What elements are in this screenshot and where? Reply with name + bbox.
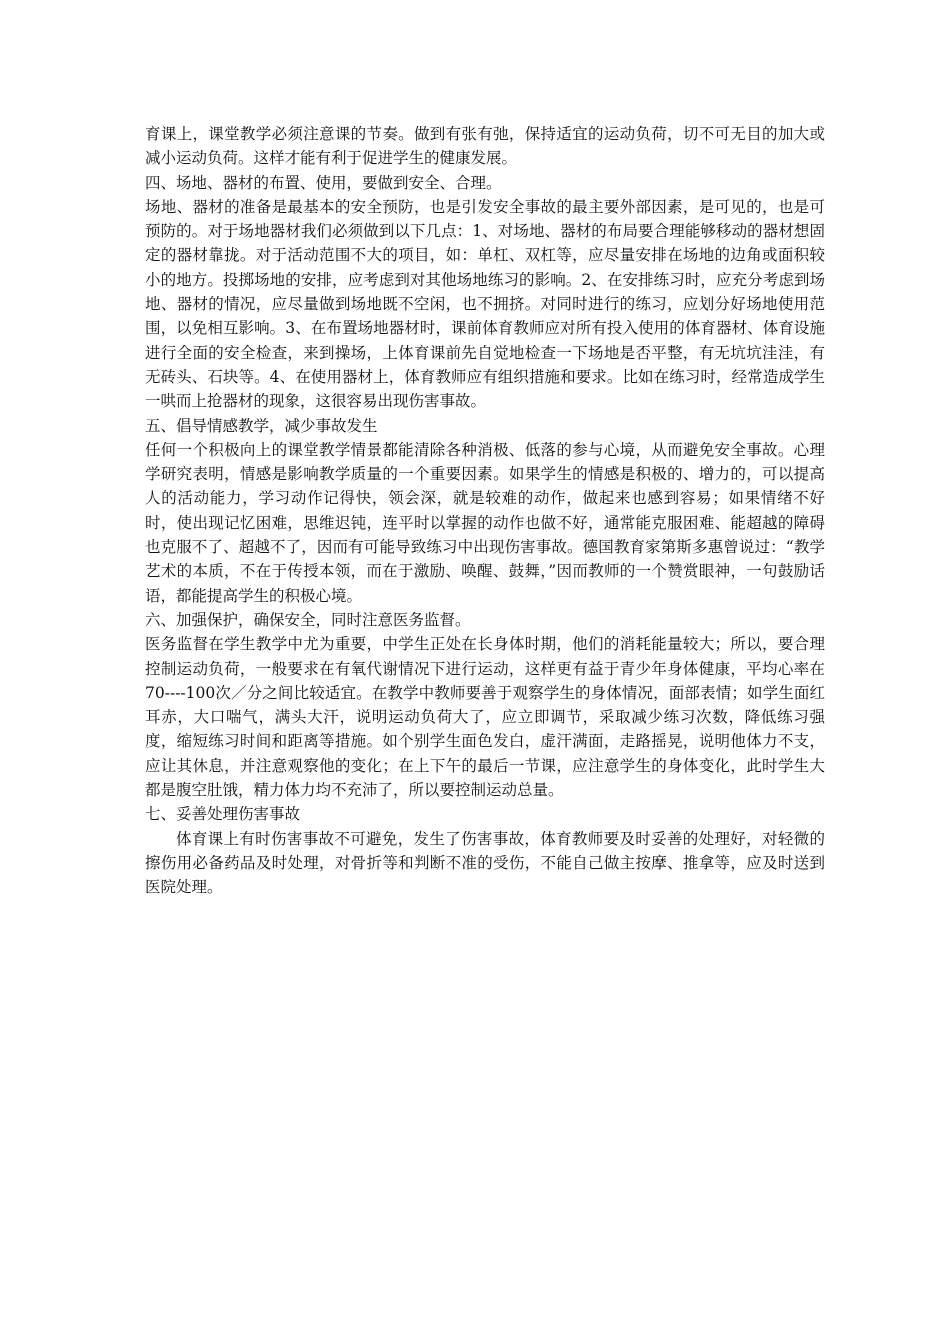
paragraph-medical-supervision: 医务监督在学生教学中尤为重要，中学生正处在长身体时期，他们的消耗能量较大；所以，要合理控制运动负荷，一般要求在有氧代谢情况下进行运动，这样更有益于青少年身体健康，平均心率在70----100次／分之间比较适宜。在教学中教师要善于观察学生的身体情况，面部表情；如学生面红耳赤，大口喘气，满头大汗，说明运动负荷大了，应立即调节，采取减少练习次数，降低练习强度，缩短练习时间和距离等措施。如个别学生面色发白，虚汗满面，走路摇晃，说明他体力不支，应让其休息，并注意观察他的变化；在上下午的最后一节课，应注意学生的身体变化，此时学生大都是腹空肚饿，精力体力均不充沛了，所以要控制运动总量。 [145, 635, 825, 800]
document-body [145, 122, 825, 900]
paragraph-venue-equipment: 场地、器材的准备是最基本的安全预防，也是引发安全事故的最主要外部因素，是可见的，也是可预防的。对于场地器材我们必须做到以下几点：1、对场地、器材的布局要合理能够移动的器材想固定的器材靠拢。对于活动范围不大的项目，如：单杠、双杠等，应尽量安排在场地的边角或面积较小的地方。投掷场地的安排，应考虑到对其他场地练习的影响。2、在安排练习时，应充分考虑到场地、器材的情况，应尽量做到场地既不空闲，也不拥挤。对同时进行的练习，应划分好场地使用范围，以免相互影响。3、在布置场地器材时，课前体育教师应对所有投入使用的体育器材、体育设施进行全面的安全检查，来到操场，上体育课前先自觉地检查一下场地是否平整，有无坑坑洼洼，有无砖头、石块等。4、在使用器材上，体育教师应有组织措施和要求。比如在练习时，经常造成学生一哄而上抢器材的现象，这很容易出现伤害事故。 [145, 197, 825, 411]
heading-section-6: 六、加强保护，确保安全，同时注意医务监督。 [145, 610, 471, 629]
heading-section-5: 五、倡导情感教学，减少事故发生 [145, 416, 378, 435]
heading-section-7: 七、妥善处理伤害事故 [145, 805, 301, 824]
paragraph-pacing: 育课上，课堂教学必须注意课的节奏。做到有张有弛，保持适宜的运动负荷，切不可无目的加大或减小运动负荷。这样才能有利于促进学生的健康发展。 [145, 125, 825, 168]
paragraph-emotional-teaching: 任何一个积极向上的课堂教学情景都能清除各种消极、低落的参与心境，从而避免安全事故。心理学研究表明，情感是影响教学质量的一个重要因素。如果学生的情感是积极的、增力的，可以提高人的活动能力，学习动作记得快，领会深，就是较难的动作，做起来也感到容易；如果情绪不好时，使出现记忆困难，思维迟钝，连平时以掌握的动作也做不好，通常能克服困难、能超越的障碍也克服不了、超越不了，因而有可能导致练习中出现伤害事故。德国教育家第斯多惠曾说过：“教学艺术的本质，不在于传授本领，而在于激励、唤醒、鼓舞，”因而教师的一个赞赏眼神，一句鼓励话语，都能提高学生的积极心境。 [145, 440, 825, 605]
heading-section-4: 四、场地、器材的布置、使用，要做到安全、合理。 [145, 173, 502, 192]
paragraph-injury-handling: 体育课上有时伤害事故不可避免，发生了伤害事故，体育教师要及时妥善的处理好，对轻微的擦伤用必备药品及时处理，对骨折等和判断不准的受伤，不能自己做主按摩、推拿等，应及时送到医院处理。 [145, 829, 825, 897]
